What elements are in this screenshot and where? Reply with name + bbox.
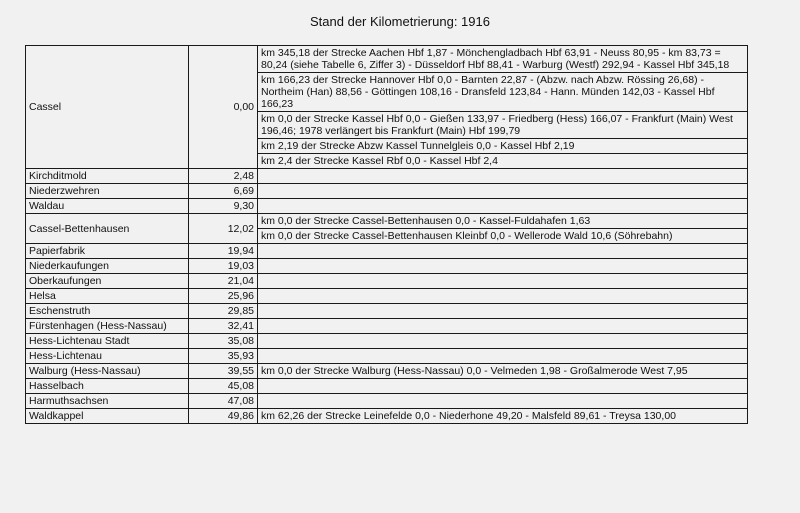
km-value: 6,69	[189, 184, 258, 199]
station-name: Waldau	[26, 199, 189, 214]
line-description: km 2,4 der Strecke Kassel Rbf 0,0 - Kassel Hbf 2,4	[258, 154, 748, 169]
km-value: 0,00	[189, 46, 258, 169]
line-description	[258, 169, 748, 184]
station-name: Cassel-Bettenhausen	[26, 214, 189, 244]
km-value: 35,93	[189, 349, 258, 364]
table-body	[26, 46, 748, 424]
line-description	[258, 244, 748, 259]
line-description: km 0,0 der Strecke Walburg (Hess-Nassau) 0,0 - Velmeden 1,98 - Großalmerode West 7,95	[258, 364, 748, 379]
table-row	[26, 304, 748, 319]
line-description: km 0,0 der Strecke Cassel-Bettenhausen 0,0 - Kassel-Fuldahafen 1,63	[258, 214, 748, 229]
line-description	[258, 259, 748, 274]
station-name: Kirchditmold	[26, 169, 189, 184]
station-name: Hess-Lichtenau Stadt	[26, 334, 189, 349]
km-value: 25,96	[189, 289, 258, 304]
table-row	[26, 46, 748, 73]
line-description	[258, 304, 748, 319]
table-row	[26, 334, 748, 349]
km-value: 45,08	[189, 379, 258, 394]
km-value: 2,48	[189, 169, 258, 184]
line-description: km 62,26 der Strecke Leinefelde 0,0 - Niederhone 49,20 - Malsfeld 89,61 - Treysa 130,00	[258, 409, 748, 424]
km-value: 32,41	[189, 319, 258, 334]
station-name: Cassel	[26, 46, 189, 169]
line-description	[258, 349, 748, 364]
km-value: 19,94	[189, 244, 258, 259]
table-row	[26, 199, 748, 214]
table-row	[26, 214, 748, 229]
table-row	[26, 349, 748, 364]
table-row	[26, 244, 748, 259]
line-description	[258, 199, 748, 214]
station-name: Hasselbach	[26, 379, 189, 394]
station-name: Harmuthsachsen	[26, 394, 189, 409]
km-value: 21,04	[189, 274, 258, 289]
station-name: Papierfabrik	[26, 244, 189, 259]
table-row	[26, 289, 748, 304]
line-description: km 2,19 der Strecke Abzw Kassel Tunnelgleis 0,0 - Kassel Hbf 2,19	[258, 139, 748, 154]
station-name: Hess-Lichtenau	[26, 349, 189, 364]
table-row	[26, 364, 748, 379]
station-name: Oberkaufungen	[26, 274, 189, 289]
table-row	[26, 409, 748, 424]
table-row	[26, 169, 748, 184]
line-description: km 166,23 der Strecke Hannover Hbf 0,0 - Barnten 22,87 - (Abzw. nach Abzw. Rössing 26,68) - Northeim (Han) 88,56 - Göttingen 108,16 - Dransfeld 123,84 - Hann. Münden 142,03 - Kassel Hbf 166,23	[258, 73, 748, 112]
station-name: Walburg (Hess-Nassau)	[26, 364, 189, 379]
table-row	[26, 274, 748, 289]
page-title: Stand der Kilometrierung: 1916	[310, 14, 490, 29]
km-value: 49,86	[189, 409, 258, 424]
station-name: Waldkappel	[26, 409, 189, 424]
line-description	[258, 379, 748, 394]
line-description	[258, 274, 748, 289]
km-value: 39,55	[189, 364, 258, 379]
line-description	[258, 289, 748, 304]
table-row	[26, 319, 748, 334]
km-value: 12,02	[189, 214, 258, 244]
line-description	[258, 334, 748, 349]
line-description	[258, 394, 748, 409]
station-name: Niederzwehren	[26, 184, 189, 199]
station-name: Helsa	[26, 289, 189, 304]
km-value: 9,30	[189, 199, 258, 214]
station-name: Niederkaufungen	[26, 259, 189, 274]
line-description: km 0,0 der Strecke Cassel-Bettenhausen Kleinbf 0,0 - Wellerode Wald 10,6 (Söhrebahn)	[258, 229, 748, 244]
line-description	[258, 184, 748, 199]
km-value: 29,85	[189, 304, 258, 319]
line-description: km 0,0 der Strecke Kassel Hbf 0,0 - Gießen 133,97 - Friedberg (Hess) 166,07 - Frankfurt (Main) West 196,46; 1978 verlängert bis Frankfurt (Main) Hbf 199,79	[258, 112, 748, 139]
km-value: 47,08	[189, 394, 258, 409]
km-value: 35,08	[189, 334, 258, 349]
line-description	[258, 319, 748, 334]
table-row	[26, 379, 748, 394]
line-description: km 345,18 der Strecke Aachen Hbf 1,87 - Mönchengladbach Hbf 63,91 - Neuss 80,95 - km 83,73 = 80,24 (siehe Tabelle 6, Ziffer 3) - Düsseldorf Hbf 88,41 - Warburg (Westf) 292,94 - Kassel Hbf 345,18	[258, 46, 748, 73]
km-value: 19,03	[189, 259, 258, 274]
table-row	[26, 259, 748, 274]
table-row	[26, 394, 748, 409]
station-name: Eschenstruth	[26, 304, 189, 319]
table-row	[26, 184, 748, 199]
kilometrierung-table	[25, 45, 748, 424]
station-name: Fürstenhagen (Hess-Nassau)	[26, 319, 189, 334]
